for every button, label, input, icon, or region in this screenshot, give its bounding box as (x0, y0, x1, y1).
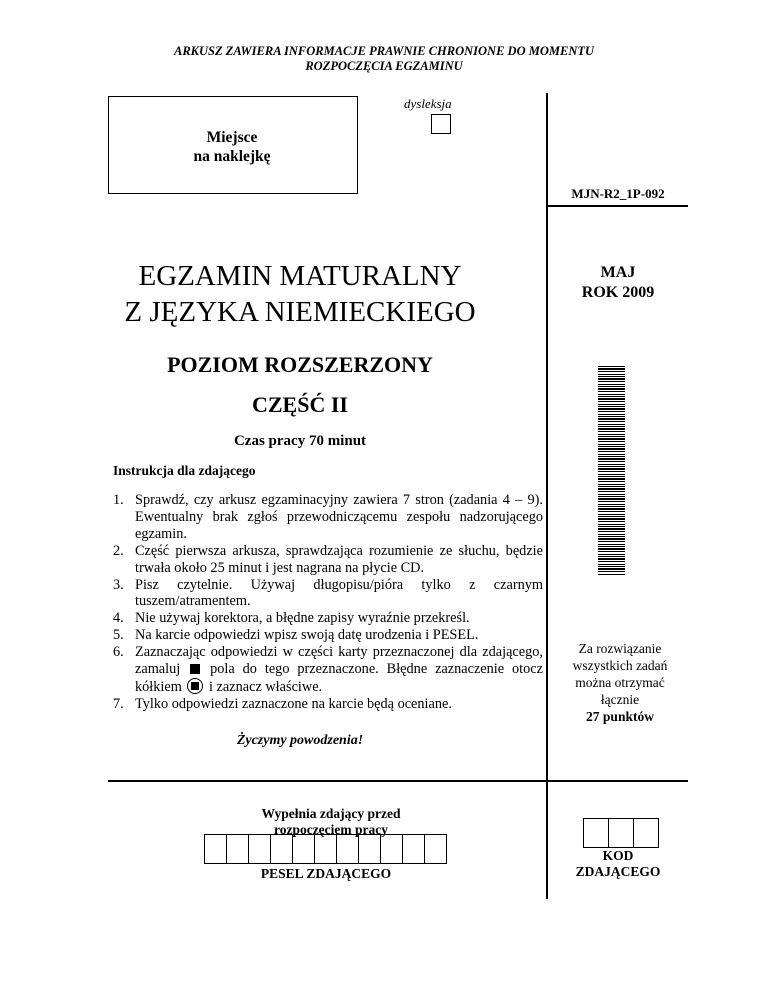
sticker-line-1: Miejsce (206, 129, 258, 146)
pesel-label: PESEL ZDAJĄCEGO (260, 866, 392, 881)
circled-square-icon (187, 678, 203, 694)
instruction-text: pola do tego przeznaczone. Błędne zaznaczenie otocz kółkiem (135, 661, 543, 695)
kod-line-1: KOD (602, 848, 634, 863)
fill-line-1: Wypełnia zdający przed (261, 806, 401, 821)
pesel-digit-box[interactable] (248, 834, 271, 864)
pesel-digit-box[interactable] (314, 834, 337, 864)
instruction-text: Sprawdź, czy arkusz egzaminacyjny zawiera 7 stron (zadania 4 – 9). Ewentualny brak zgłoś przewodniczącemu zespołu nadzorującego egzamin. (135, 492, 543, 542)
student-code-input[interactable] (584, 818, 659, 848)
code-digit-box[interactable] (583, 818, 609, 848)
pesel-input[interactable] (205, 834, 447, 864)
fill-line-2: rozpoczęciem pracy (273, 822, 389, 837)
pesel-digit-box[interactable] (226, 834, 249, 864)
exam-code: MJN-R2_1P-092 (571, 186, 665, 201)
exam-level: POZIOM ROZSZERZONY (167, 352, 433, 377)
instruction-item (113, 644, 543, 696)
instruction-number: 4. (113, 610, 124, 627)
filled-square-icon (190, 664, 200, 674)
instruction-text: Na karcie odpowiedzi wpisz swoją datę urodzenia i PESEL. (135, 627, 479, 644)
pesel-digit-box[interactable] (292, 834, 315, 864)
exam-duration: Czas pracy 70 minut (233, 433, 367, 449)
instruction-number: 6. (113, 644, 124, 661)
instruction-item (113, 627, 543, 644)
barcode (598, 366, 625, 576)
instruction-text: Nie używaj korektora, a błędne zapisy wyraźnie przekreśl. (135, 610, 470, 627)
pesel-digit-box[interactable] (424, 834, 447, 864)
instruction-number: 1. (113, 492, 124, 508)
confidentiality-notice (100, 44, 668, 74)
instruction-number: 5. (113, 627, 124, 644)
instructions-heading: Instrukcja dla zdającego (113, 463, 256, 478)
exam-part: CZĘŚĆ II (252, 392, 348, 417)
instruction-text: Zaznaczając odpowiedzi w części karty przeznaczonej dla zdającego, zamaluj (135, 644, 543, 678)
good-luck: Życzymy powodzenia! (236, 733, 364, 748)
instruction-text: Część pierwsza arkusza, sprawdzająca rozumienie ze słuchu, będzie trwała około 25 minut i jest nagrana na płycie CD. (135, 542, 543, 576)
pesel-digit-box[interactable] (270, 834, 293, 864)
sticker-label (108, 128, 356, 166)
pesel-digit-box[interactable] (402, 834, 425, 864)
title-line-2: Z JĘZYKA NIEMIECKIEGO (124, 296, 476, 328)
instruction-number: 3. (113, 576, 124, 593)
pesel-digit-box[interactable] (380, 834, 403, 864)
points-total: 27 punktów (586, 709, 654, 724)
points-line: można otrzymać (575, 675, 665, 690)
instruction-item (113, 610, 543, 627)
notice-line-1: ARKUSZ ZAWIERA INFORMACJE PRAWNIE CHRONIONE DO MOMENTU (173, 44, 595, 58)
instruction-text: Tylko odpowiedzi zaznaczone na karcie będą oceniane. (135, 695, 452, 712)
code-digit-box[interactable] (633, 818, 659, 848)
instruction-item (113, 577, 543, 611)
sticker-line-2: na naklejkę (193, 148, 271, 165)
exam-title (60, 258, 540, 330)
instruction-item (113, 696, 543, 713)
instruction-number: 7. (113, 695, 124, 712)
exam-date (548, 263, 688, 303)
pesel-digit-box[interactable] (336, 834, 359, 864)
kod-line-2: ZDAJĄCEGO (575, 864, 661, 879)
points-line: łącznie (600, 692, 640, 707)
pesel-digit-box[interactable] (358, 834, 381, 864)
code-digit-box[interactable] (608, 818, 634, 848)
instruction-item (113, 492, 543, 543)
points-line: Za rozwiązanie (578, 641, 662, 656)
vertical-divider (546, 93, 548, 899)
instruction-text: i zaznacz właściwe. (209, 678, 323, 695)
notice-line-2: ROZPOCZĘCIA EGZAMINU (305, 59, 463, 73)
points-info (552, 640, 688, 725)
instruction-item (113, 543, 543, 577)
dyslexia-checkbox[interactable] (431, 114, 451, 134)
date-month: MAJ (600, 264, 636, 281)
instruction-number: 2. (113, 542, 124, 559)
pesel-digit-box[interactable] (204, 834, 227, 864)
instructions-list (113, 492, 543, 713)
exam-code-underline (548, 205, 688, 207)
bottom-divider (108, 780, 688, 782)
title-line-1: EGZAMIN MATURALNY (138, 260, 462, 292)
points-line: wszystkich zadań (572, 658, 668, 673)
student-code-label (548, 848, 688, 880)
dyslexia-label: dysleksja (404, 96, 452, 111)
date-year: ROK 2009 (581, 284, 655, 301)
instruction-text: Pisz czytelnie. Używaj długopisu/pióra tylko z czarnym tuszem/atramentem. (135, 576, 543, 610)
